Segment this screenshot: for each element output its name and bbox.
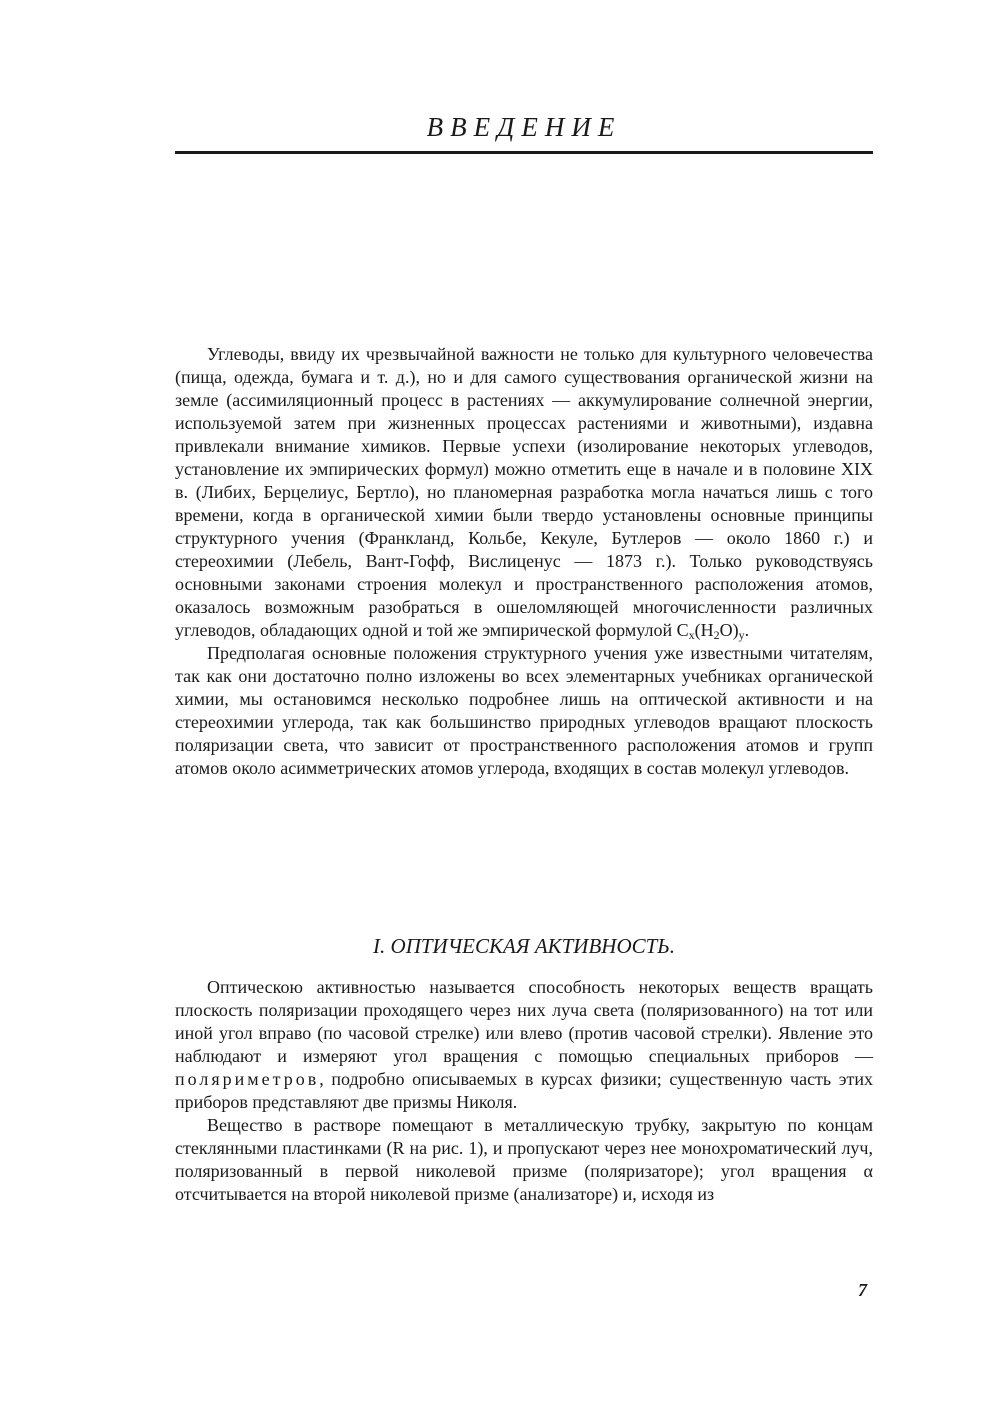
- formula-h: (H: [694, 620, 714, 640]
- formula-o: O): [719, 620, 739, 640]
- title-rule: [175, 151, 873, 154]
- section-paragraph-1-end: , подробно описываемых в курсах физики; существенную часть этих приборов представляют две призмы Николя.: [175, 1069, 873, 1112]
- formula-c: C: [676, 620, 689, 640]
- section-1-text: [175, 976, 873, 1206]
- section-paragraph-1: [175, 976, 873, 1114]
- chapter-title: ВВЕДЕНИЕ: [426, 112, 622, 142]
- section-paragraph-1-start: Оптическою активностью называется способность некоторых веществ вращать плоскость поляризации проходящего через них луча света (поляризованного) на тот или иной угол вправо (по часовой стрелке) или влево (против часовой стрелки). Явление это наблюдают и измеряют угол вращения с помощью специальных приборов —: [175, 977, 873, 1066]
- section-title: I. ОПТИЧЕСКАЯ АКТИВНОСТЬ.: [373, 934, 675, 958]
- formula-sub-2: 2: [713, 628, 720, 642]
- formula-end: .: [744, 620, 750, 640]
- intro-paragraph-2: Предполагая основные положения структурного учения уже известными читателям, так как они достаточно полно изложены во всех элементарных учебниках органической химии, мы остановимся несколько подробнее лишь на оптической активности и на стереохимии углерода, так как большинство природных углеводов вращают плоскость поляризации света, что зависит от пространственного расположения атомов и групп атомов около асимметрических атомов углерода, входящих в состав молекул углеводов.: [175, 643, 873, 778]
- intro-paragraph-1-text: Углеводы, ввиду их чрезвычайной важности не только для культурного человечества (пища, одежда, бумага и т. д.), но и для самого существования органической жизни на земле (ассимиляционный процесс в растениях — аккумулирование солнечной энергии, используемой затем при жизненных процессах растениями и животными), издавна привлекали внимание химиков. Первые успехи (изолирование некоторых углеводов, установление их эмпирических формул) можно отметить еще в начале и в половине XIX в. (Либих, Берцелиус, Бертло), но планомерная разработка могла начаться лишь с того времени, когда в органической химии были твердо установлены основные принципы структурного учения (Франкланд, Кольбе, Кекуле, Бутлеров — около 1860 г.) и стереохимии (Лебель, Вант-Гофф, Вислиценус — 1873 г.). Только руководствуясь основными законами строения молекул и пространственного расположения атомов, оказалось возможным разобраться в ошеломляющей многочисленности различных углеводов, обладающих одной и той же эмпирической формулой: [175, 344, 873, 640]
- formula-sub-x: x: [688, 628, 695, 642]
- empirical-formula: [677, 620, 750, 640]
- term-polarimeters: поляриметров: [175, 1069, 320, 1089]
- intro-paragraph-1: [175, 343, 873, 642]
- formula-sub-y: y: [738, 628, 745, 642]
- introduction-text: [175, 343, 873, 780]
- section-paragraph-2: Вещество в растворе помещают в металлическую трубку, закрытую по концам стеклянными пластинками (R на рис. 1), и пропускают через нее монохроматический луч, поляризованный в первой николевой призме (поляризаторе); угол вращения α отсчитывается на второй николевой призме (анализаторе) и, исходя из: [175, 1115, 873, 1204]
- page-number: 7: [858, 1280, 867, 1300]
